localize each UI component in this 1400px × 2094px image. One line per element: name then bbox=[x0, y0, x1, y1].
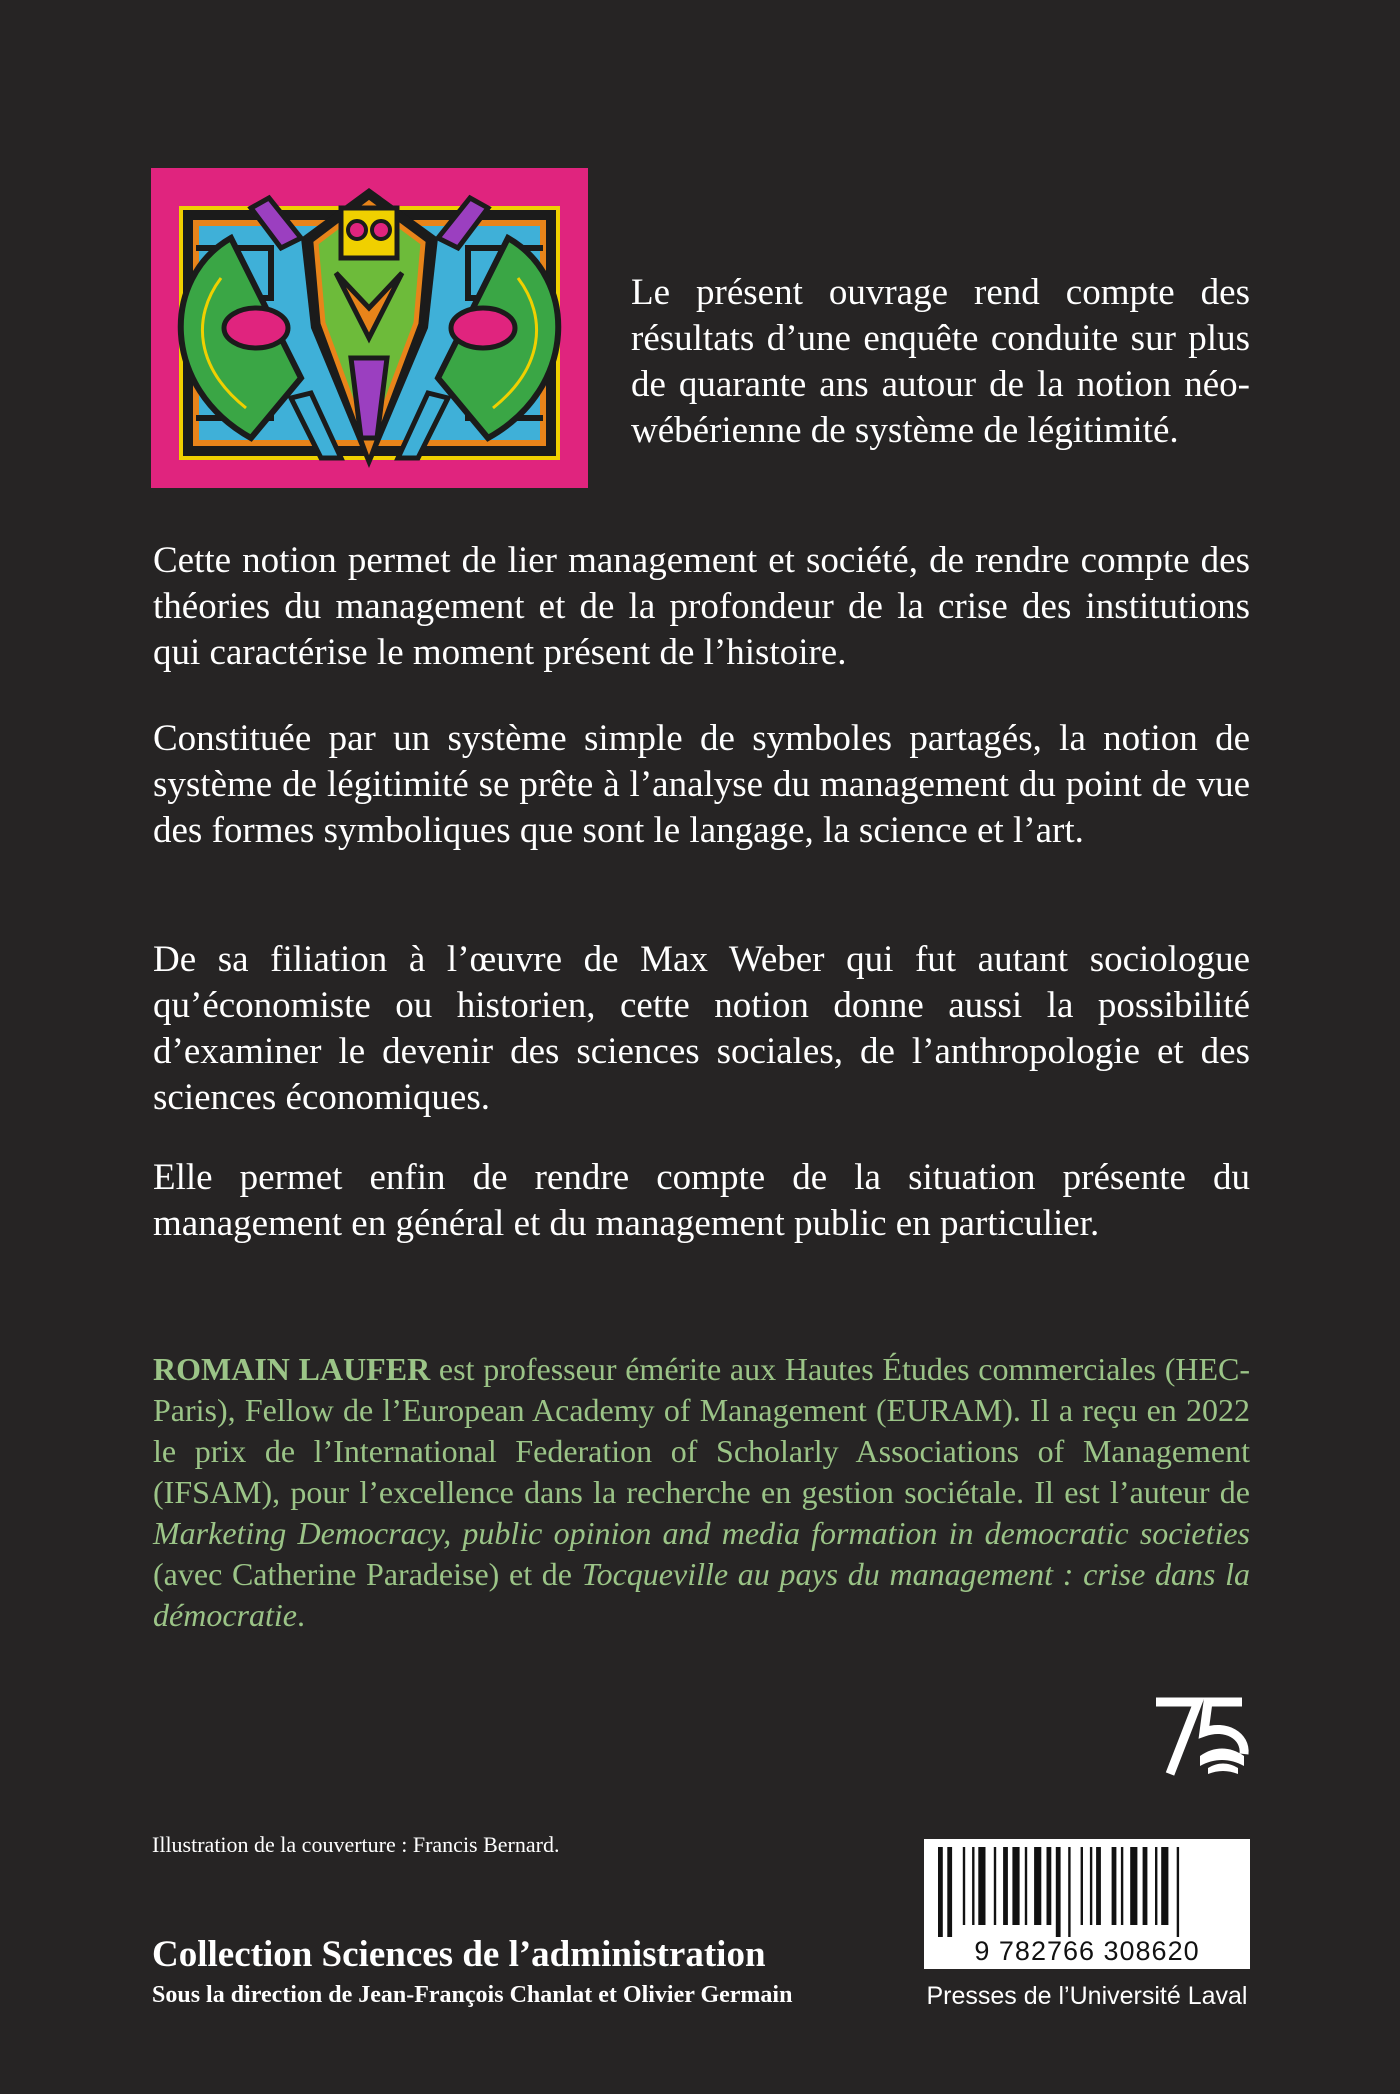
cover-illustration bbox=[151, 168, 588, 488]
book-title-1: Marketing Democracy, public opinion and media formation in democratic societies bbox=[153, 1515, 1250, 1551]
book-title-2: Tocqueville au pays du management : crise dans la démocratie bbox=[153, 1556, 1251, 1633]
author-bio bbox=[153, 1349, 1250, 1636]
bio-text-2: (avec Catherine Paradeise) et de bbox=[153, 1556, 582, 1592]
collection-title: Collection Sciences de l’administration bbox=[152, 1934, 766, 1975]
barcode-bars bbox=[924, 1839, 1250, 1939]
isbn-barcode bbox=[924, 1839, 1250, 1969]
body-paragraph-4: De sa filiation à l’œuvre de Max Weber qui fut autant sociologue qu’économiste ou historien, cette notion donne aussi la possibilité d’examiner le devenir des sciences sociales, de l’anthropologie et des sciences économiques. bbox=[153, 939, 1250, 1118]
body-paragraph-3: Constituée par un système simple de symboles partagés, la notion de système de légitimité se prête à l’analyse du management du point de vue des formes symboliques que sont le langage, la science et l’art. bbox=[153, 718, 1250, 851]
bio-text-3: . bbox=[296, 1597, 305, 1633]
intro-paragraph: Le présent ouvrage rend compte des résultats d’une enquête conduite sur plus de quarante ans autour de la notion néo-wébérienne de système de légitimité. bbox=[631, 272, 1250, 451]
bio-text-1: est professeur émérite aux Hautes Études commerciales (HEC-Paris), Fellow de l’European Academy of Management (EURAM). Il a reçu en 2022 le prix de l’International Federation of Scholarly Associations of Management (IFSAM), pour l’excellence dans la recherche en gestion sociétale. Il est l’auteur de bbox=[153, 1351, 1251, 1510]
body-paragraph-2: Cette notion permet de lier management et société, de rendre compte des théories du management et de la profondeur de la crise des institutions qui caractérise le moment présent de l’histoire. bbox=[153, 540, 1250, 673]
body-paragraph-5: Elle permet enfin de rendre compte de la situation présente du management en général et du management public en particulier. bbox=[153, 1157, 1250, 1244]
anniversary-75-logo bbox=[1152, 1694, 1250, 1784]
cover-credit: Illustration de la couverture : Francis Bernard. bbox=[152, 1832, 560, 1857]
author-name: ROMAIN LAUFER bbox=[153, 1351, 431, 1387]
publisher-name: Presses de l’Université Laval bbox=[926, 1982, 1248, 2010]
collection-direction: Sous la direction de Jean-François Chanlat et Olivier Germain bbox=[152, 1982, 793, 2008]
isbn-number: 9 782766 308620 bbox=[974, 1936, 1200, 1966]
